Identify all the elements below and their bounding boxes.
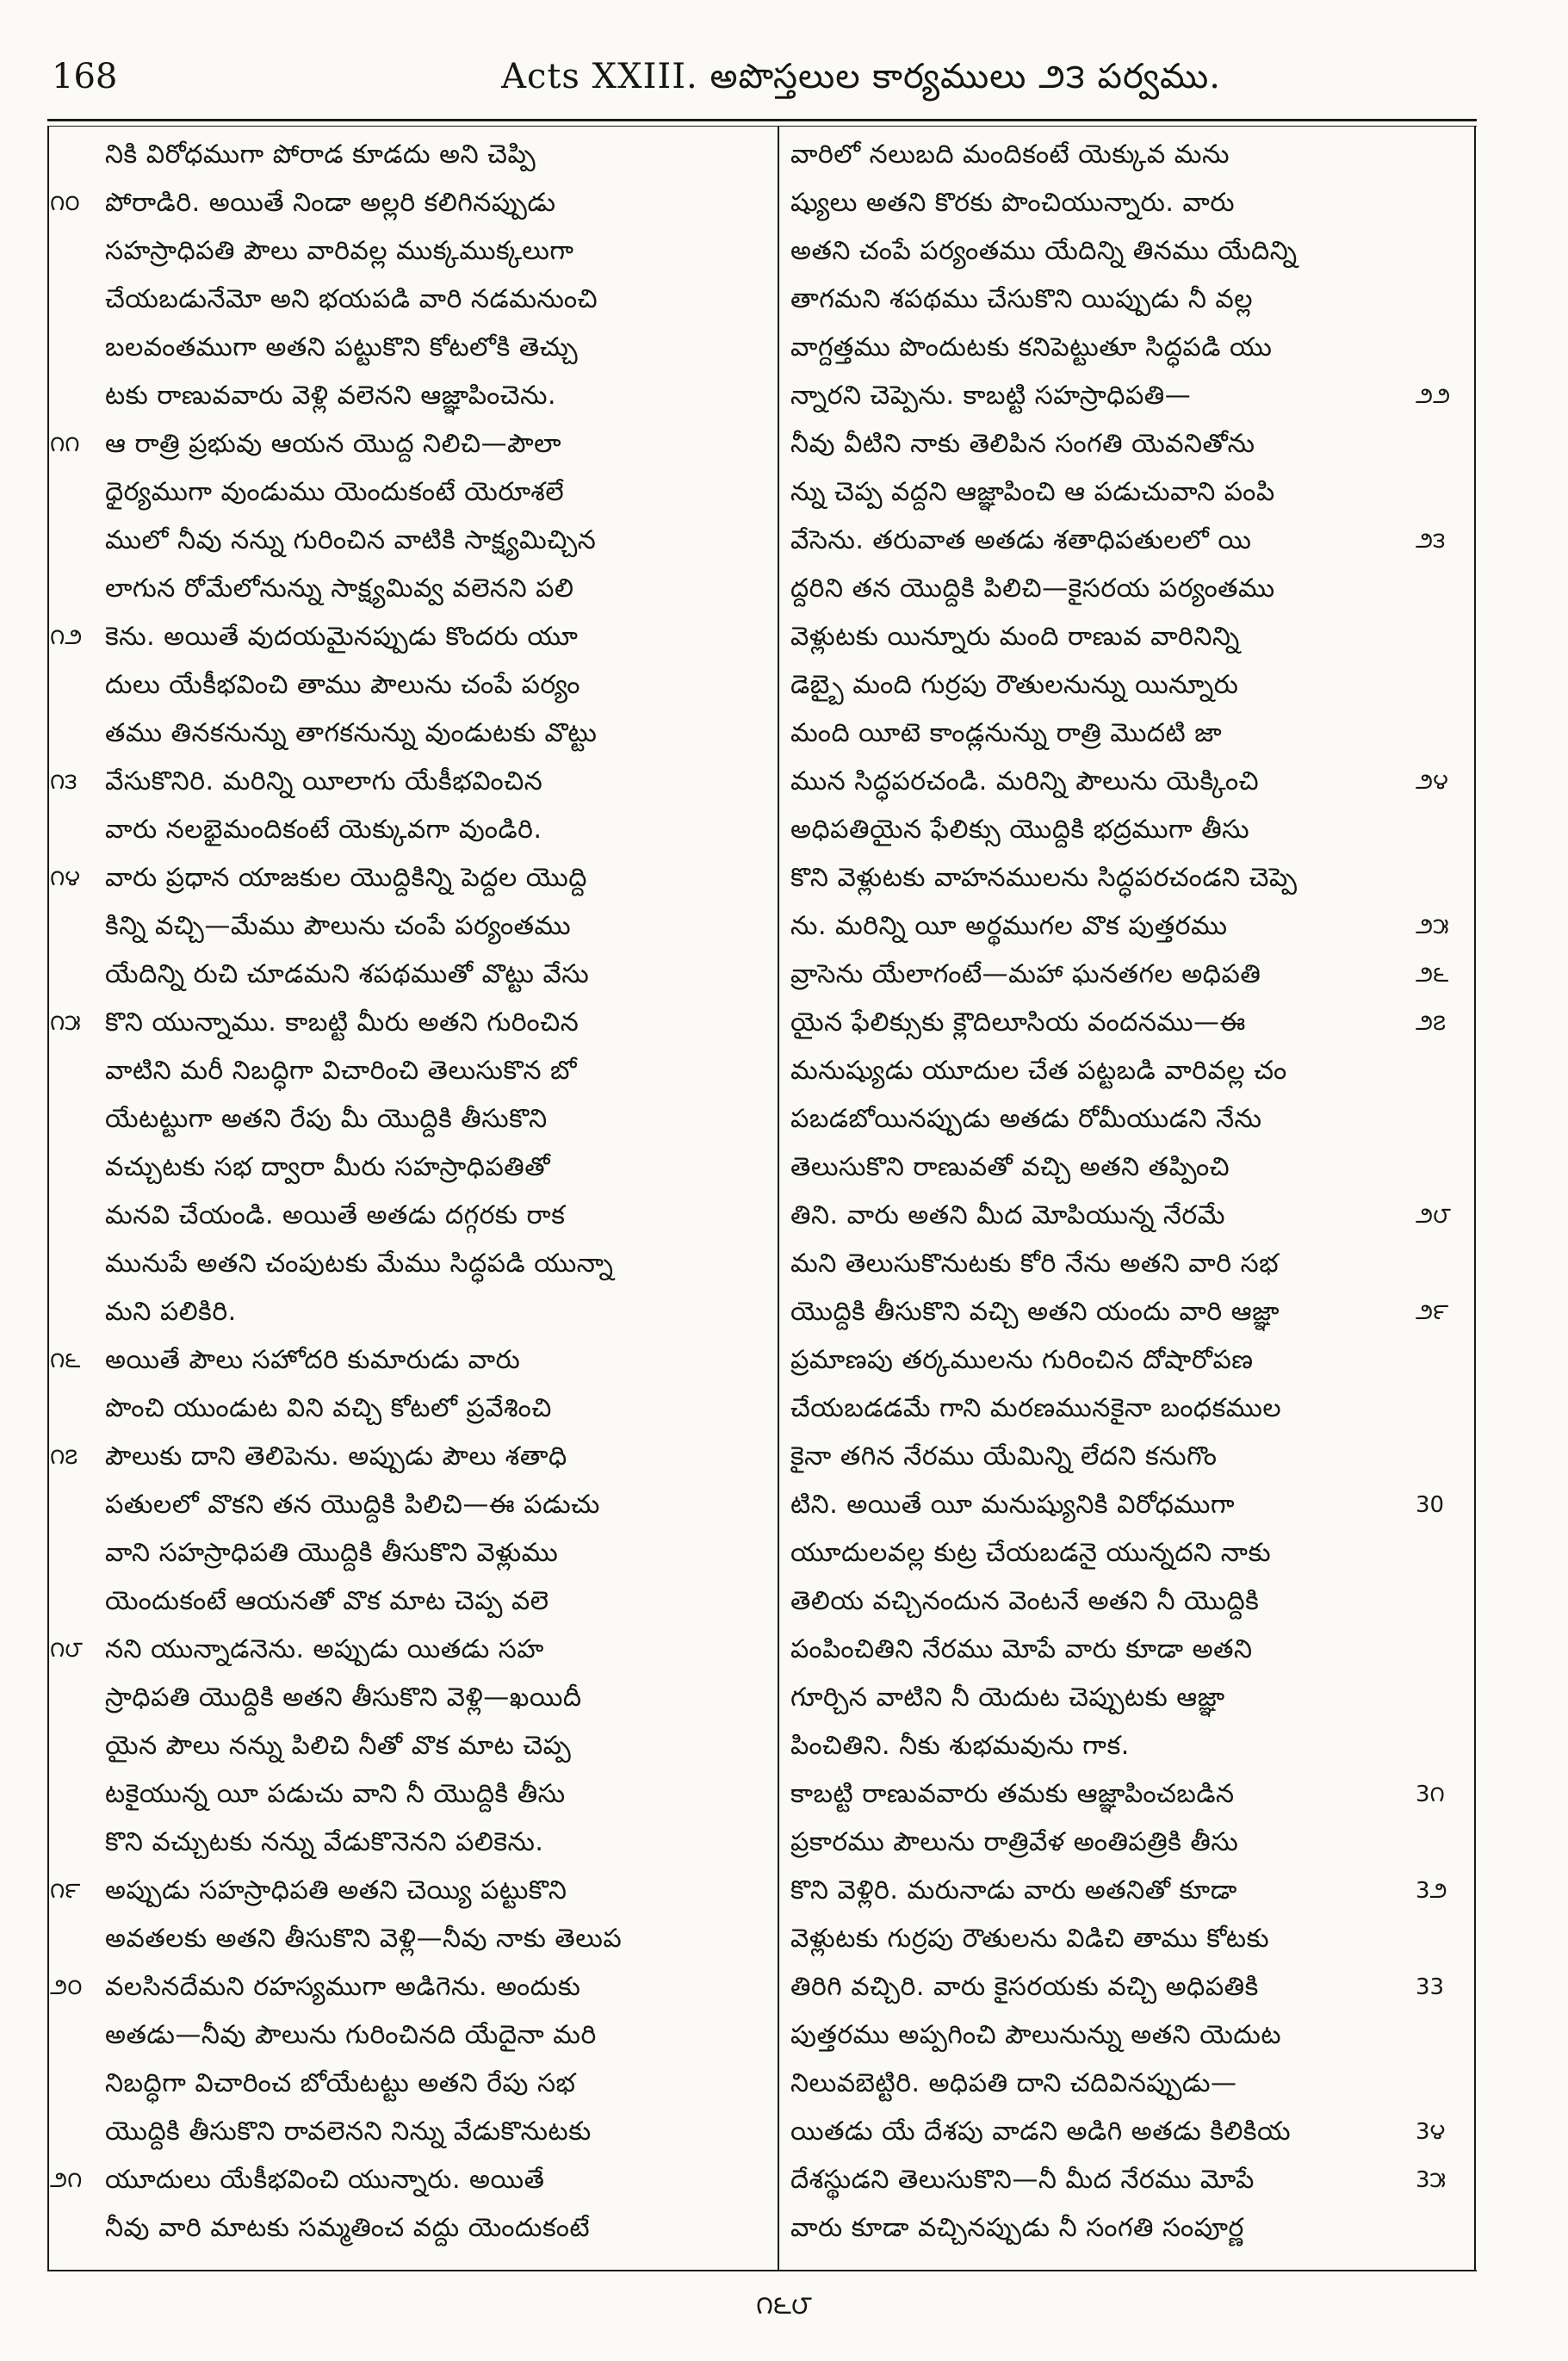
line-text: వచ్చుటకు సభ ద్వారా మీరు సహస్రాధిపతితో	[105, 1152, 551, 1182]
line-text: కొని యున్నాము. కాబట్టి మీరు అతని గురించిన	[105, 1007, 579, 1038]
line-text: ష్యులు అతని కొరకు పొంచియున్నారు. వారు	[790, 188, 1236, 218]
line-text: పుత్తరము అప్పగించి పౌలునున్ను అతని యెదుట	[790, 2020, 1282, 2050]
line-text: దేశస్థుడని తెలుసుకొని—నీ మీద నేరము మోపే	[790, 2165, 1255, 2195]
line-text: పంపించితిని నేరము మోపే వారు కూడా అతని	[790, 1634, 1253, 1664]
line-text: తము తినకనున్ను తాగకనున్ను వుండుటకు వొట్టు	[105, 718, 598, 748]
footer-rule	[47, 2270, 1477, 2271]
line-text: నిబద్ధిగా విచారించ బోయేటట్టు అతని రేపు సభ	[105, 2068, 576, 2098]
verse-number: 3౫	[1416, 2167, 1447, 2193]
verse-number: 3౪	[1416, 2119, 1446, 2145]
verse-number: ౧౪	[50, 865, 81, 891]
line-text: ములో నీవు నన్ను గురించిన వాటికి సాక్ష్యమిచ్చిన	[105, 525, 597, 555]
line-text: నీవు వారి మాటకు సమ్మతించ వద్దు యెందుకంటే	[105, 2213, 591, 2243]
verse-number: 33	[1416, 1974, 1445, 2000]
line-text: వెళ్లుటకు గుర్రపు రౌతులను విడిచి తాము కోటకు	[790, 1924, 1270, 1954]
header-rule-thin	[47, 126, 1477, 127]
verse-number: ౨౭	[1416, 1010, 1446, 1036]
line-text: అతని చంపే పర్యంతము యేదిన్ని తినము యేదిన్ని	[790, 236, 1298, 266]
line-text: కొని వచ్చుటకు నన్ను వేడుకొనెనని పలికెను.	[105, 1827, 544, 1857]
line-text: చేయబడడమే గాని మరణమునకైనా బంధకముల	[790, 1393, 1282, 1423]
line-text: తెలియ వచ్చినందున వెంటనే అతని నీ యొద్దికి	[790, 1586, 1260, 1616]
verse-number: ౨౮	[1416, 1203, 1451, 1229]
line-text: తాగమని శపథము చేసుకొని యిప్పుడు నీ వల్ల	[790, 284, 1254, 314]
verse-number: ౨౩	[1416, 528, 1446, 554]
line-text: అధిపతియైన ఫేలిక్సు యొద్దికి భద్రముగా తీసు	[790, 815, 1250, 845]
line-text: కొని వెళ్లుటకు వాహనములను సిద్ధపరచండని చెప్పె	[790, 863, 1298, 893]
line-text: చేయబడునేమో అని భయపడి వారి నడమనుంచి	[105, 284, 598, 314]
line-text: పోరాడిరి. అయితే నిండా అల్లరి కలిగినప్పుడు	[105, 188, 556, 218]
line-text: కిన్ని వచ్చి—మేము పౌలును చంపే పర్యంతము	[105, 911, 572, 941]
line-text: వలసినదేమని రహస్యముగా అడిగెను. అందుకు	[105, 1972, 581, 2002]
line-text: న్ను చెప్ప వద్దని ఆజ్ఞాపించి ఆ పడుచువాని పంపి	[790, 477, 1275, 507]
line-text: వారు ప్రధాన యాజకుల యొద్దికిన్ని పెద్దల యొద్ది	[105, 863, 587, 893]
line-text: వాటిని మరీ నిబద్ధిగా విచారించి తెలుసుకొన బో	[105, 1056, 578, 1086]
line-text: లాగున రోమేలోనున్ను సాక్ష్యమివ్వ వలెనని పలి	[105, 573, 574, 604]
line-text: ద్దరిని తన యొద్దికి పిలిచి—కైసరయ పర్యంతము	[790, 573, 1275, 604]
line-text: యొద్దికి తీసుకొని వచ్చి అతని యందు వారి ఆజ్ఞా	[790, 1297, 1280, 1327]
verse-number: ౧౨	[50, 624, 83, 650]
line-text: దులు యేకీభవించి తాము పౌలును చంపే పర్యం	[105, 670, 581, 700]
line-text: పతులలో వొకని తన యొద్దికి పిలిచి—ఈ పడుచు	[105, 1490, 600, 1520]
verse-number: 3౧	[1416, 1782, 1445, 1807]
line-text: వాగ్దత్తము పొందుటకు కనిపెట్టుతూ సిద్ధపడి యు	[790, 332, 1273, 363]
line-text: మునుపే అతని చంపుటకు మేము సిద్ధపడి యున్నా	[105, 1249, 614, 1279]
line-text: మనవి చేయండి. అయితే అతడు దగ్గరకు రాక	[105, 1200, 566, 1230]
verse-number: ౧౩	[50, 769, 77, 795]
verse-number: ౧౫	[50, 1010, 81, 1036]
verse-number: ౨౯	[1416, 1299, 1449, 1325]
line-text: కాబట్టి రాణువవారు తమకు ఆజ్ఞాపించబడిన	[790, 1779, 1235, 1809]
line-text: యొద్దికి తీసుకొని రావలెనని నిన్ను వేడుకొనుటకు	[105, 2116, 592, 2147]
line-text: సహస్రాధిపతి పౌలు వారివల్ల ముక్కముక్కలుగా	[105, 236, 574, 266]
verse-number: ౧౦	[50, 190, 80, 216]
line-text: యూదులు యేకీభవించి యున్నారు. అయితే	[105, 2165, 545, 2195]
line-text: నీవు వీటిని నాకు తెలిపిన సంగతి యెవనితోను	[790, 429, 1255, 459]
line-text: వెళ్లుటకు యిన్నూరు మంది రాణువ వారినిన్ని	[790, 622, 1240, 652]
line-text: అవతలకు అతని తీసుకొని వెళ్లి—నీవు నాకు తెలుప	[105, 1924, 623, 1954]
line-text: వేసుకొనిరి. మరిన్ని యీలాగు యేకీభవించిన	[105, 766, 543, 796]
line-text: గూర్చిన వాటిని నీ యెదుట చెప్పుటకు ఆజ్ఞా	[790, 1682, 1225, 1713]
line-text: టకైయున్న యీ పడుచు వాని నీ యొద్దికి తీసు	[105, 1779, 566, 1809]
verse-number: ౨౧	[50, 2167, 83, 2193]
page-header	[43, 41, 1507, 119]
line-text: యైన పౌలు నన్ను పిలిచి నీతో వొక మాట చెప్ప	[105, 1731, 572, 1761]
line-text: నికి విరోధముగా పోరాడ కూడదు అని చెప్పి	[105, 139, 536, 170]
line-text: ధైర్యముగా వుండుము యెందుకంటే యెరూశలే	[105, 477, 565, 507]
line-text: అతడు—నీవు పౌలును గురించినది యేదైనా మరి	[105, 2020, 597, 2050]
line-text: వ్రాసెను యేలాగంటే—మహా ఘనతగల అధిపతి	[790, 959, 1261, 989]
line-text: కైనా తగిన నేరము యేమిన్ని లేదని కనుగొం	[790, 1441, 1218, 1472]
frame-left-border	[47, 126, 49, 2270]
line-text: యైన ఫేలిక్సుకు క్లౌదిలూసియ వందనము—ఈ	[790, 1007, 1246, 1038]
header-rule	[47, 119, 1477, 121]
verse-number: ౨౦	[50, 1974, 83, 2000]
line-text: స్రాధిపతి యొద్దికి అతని తీసుకొని వెళ్లి—ఖయిదీ	[105, 1682, 582, 1713]
line-text: డెబ్బై మంది గుర్రపు రౌతులనున్ను యిన్నూరు	[790, 670, 1239, 700]
frame-right-border	[1474, 126, 1476, 2270]
line-text: తిరిగి వచ్చిరి. వారు కైసరయకు వచ్చి అధిపతికి	[790, 1972, 1259, 2002]
line-text: తిని. వారు అతని మీద మోపియున్న నేరమే	[790, 1200, 1225, 1230]
signature-mark: ౧౬౮	[756, 2290, 812, 2321]
line-text: పౌలుకు దాని తెలిపెను. అప్పుడు పౌలు శతాధి	[105, 1441, 567, 1472]
verse-number: ౧౯	[50, 1878, 81, 1904]
verse-number: 3౨	[1416, 1878, 1447, 1904]
line-text: నిలువబెట్టిరి. అధిపతి దాని చదివినప్పుడు—	[790, 2068, 1237, 2098]
line-text: పొంచి యుండుట విని వచ్చి కోటలో ప్రవేశించి	[105, 1393, 552, 1423]
line-text: న్నారని చెప్పెను. కాబట్టి సహస్రాధిపతి—	[790, 381, 1192, 411]
line-text: మనుష్యుడు యూదుల చేత పట్టబడి వారివల్ల చం	[790, 1056, 1287, 1086]
line-text: ప్రకారము పౌలును రాత్రివేళ అంతిపత్రికి తీసు	[790, 1827, 1239, 1857]
line-text: ఆ రాత్రి ప్రభువు ఆయన యొద్ద నిలిచి—పౌలా	[105, 429, 562, 459]
line-text: మున సిద్ధపరచండి. మరిన్ని పౌలును యెక్కించి	[790, 766, 1260, 796]
verse-number: ౧౮	[50, 1637, 84, 1663]
line-text: యేదిన్ని రుచి చూడమని శపథముతో వొట్టు వేసు	[105, 959, 590, 989]
line-text: ను. మరిన్ని యీ అర్థముగల వొక పుత్తరము	[790, 911, 1228, 941]
line-text: కొని వెళ్లిరి. మరునాడు వారు అతనితో కూడా	[790, 1875, 1237, 1906]
line-text: నని యున్నాడనెను. అప్పుడు యితడు సహ	[105, 1634, 544, 1664]
line-text: పబడబోయినప్పుడు అతడు రోమీయుడని నేను	[790, 1104, 1262, 1134]
line-text: మని పలికిరి.	[105, 1297, 237, 1327]
column-divider	[778, 126, 779, 2270]
verse-number: ౨౫	[1416, 914, 1449, 939]
line-text: టకు రాణువవారు వెళ్లి వలెనని ఆజ్ఞాపించెను.	[105, 381, 557, 411]
line-text: అప్పుడు సహస్రాధిపతి అతని చెయ్యి పట్టుకొని	[105, 1875, 567, 1906]
line-text: యితడు యే దేశపు వాడని అడిగి అతడు కిలికియ	[790, 2116, 1292, 2147]
line-text: పించితిని. నీకు శుభమవును గాక.	[790, 1731, 1130, 1761]
line-text: అయితే పౌలు సహోదరి కుమారుడు వారు	[105, 1345, 521, 1375]
line-text: యేటట్టుగా అతని రేపు మీ యొద్దికి తీసుకొని	[105, 1104, 548, 1134]
line-text: యెందుకంటే ఆయనతో వొక మాట చెప్ప వలె	[105, 1586, 549, 1616]
line-text: కెను. అయితే వుదయమైనప్పుడు కొందరు యూ	[105, 622, 579, 652]
line-text: వారు నలభైమందికంటే యెక్కువగా వుండిరి.	[105, 815, 542, 845]
verse-number: ౧౭	[50, 1444, 78, 1470]
running-title: Acts XXIII. అపొస్తలుల కార్యములు ౨౩ పర్వము.	[501, 57, 1221, 96]
line-text: మని తెలుసుకొనుటకు కోరి నేను అతని వారి సభ	[790, 1249, 1280, 1279]
line-text: బలవంతముగా అతని పట్టుకొని కోటలోకి తెచ్చు	[105, 332, 579, 363]
line-text: తెలుసుకొని రాణువతో వచ్చి అతని తప్పించి	[790, 1152, 1230, 1182]
line-text: వారిలో నలుబది మందికంటే యెక్కువ మను	[790, 139, 1230, 170]
page-number: 168	[52, 57, 118, 96]
verse-number: ౨౪	[1416, 769, 1448, 795]
line-text: యూదులవల్ల కుట్ర చేయబడనై యున్నదని నాకు	[790, 1538, 1272, 1568]
verse-number: ౨౬	[1416, 962, 1449, 988]
line-text: వాని సహస్రాధిపతి యొద్దికి తీసుకొని వెళ్లుము	[105, 1538, 559, 1568]
line-text: టిని. అయితే యీ మనుష్యునికి విరోధముగా	[790, 1490, 1236, 1520]
verse-number: 30	[1416, 1492, 1445, 1518]
verse-number: ౧౬	[50, 1348, 81, 1373]
line-text: ప్రమాణపు తర్కములను గురించిన దోషారోపణ	[790, 1345, 1254, 1375]
verse-number: ౨౨	[1416, 383, 1451, 409]
verse-number: ౧౧	[50, 431, 80, 457]
line-text: మంది యీటె కాండ్లనున్ను రాత్రి మొదటి జా	[790, 718, 1223, 748]
line-text: వేసెను. తరువాత అతడు శతాధిపతులలో యి	[790, 525, 1252, 555]
line-text: వారు కూడా వచ్చినప్పుడు నీ సంగతి సంపూర్ణ	[790, 2213, 1244, 2243]
